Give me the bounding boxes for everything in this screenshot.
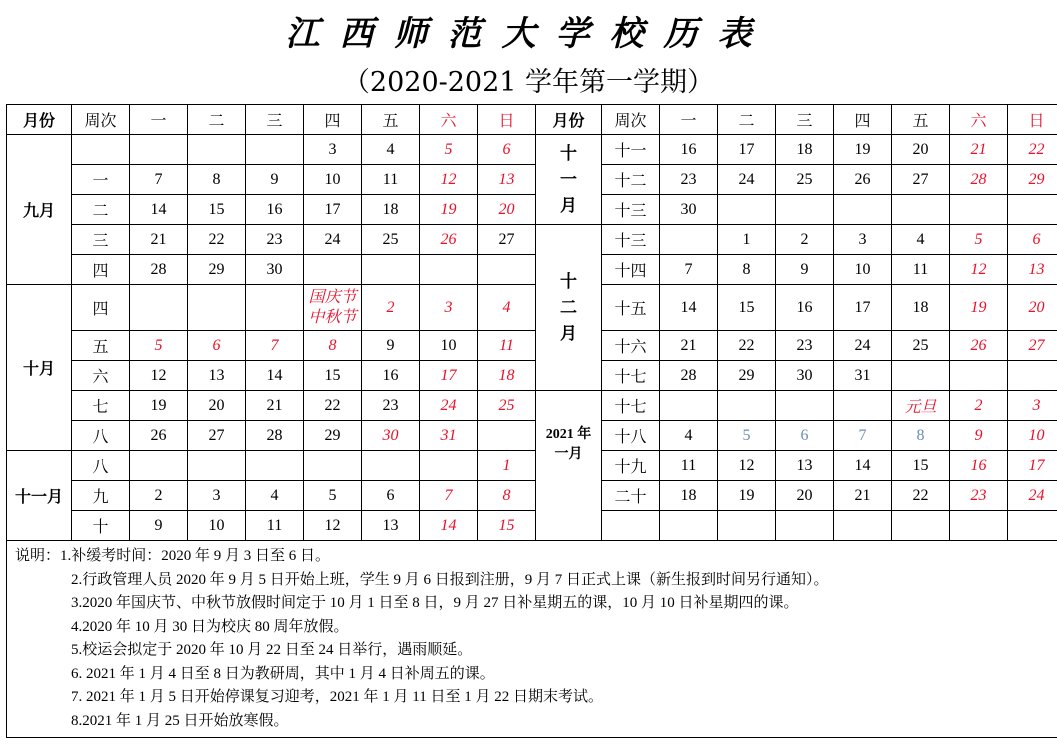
day-cell: 28 bbox=[660, 361, 718, 391]
day-cell bbox=[478, 421, 536, 451]
note-line bbox=[15, 592, 1057, 616]
week-number: 十九 bbox=[602, 451, 660, 481]
header-day-fri-right: 五 bbox=[892, 105, 950, 135]
week-number: 八 bbox=[72, 451, 130, 481]
month-november-right-char: 一 bbox=[560, 169, 577, 189]
day-cell bbox=[892, 361, 950, 391]
day-cell bbox=[776, 195, 834, 225]
day-cell bbox=[304, 255, 362, 285]
day-cell: 26 bbox=[950, 331, 1008, 361]
header-row bbox=[7, 105, 1057, 135]
day-cell: 13 bbox=[362, 511, 420, 541]
day-cell bbox=[130, 285, 188, 331]
notes-prefix: 说明： bbox=[15, 548, 61, 564]
day-cell bbox=[478, 255, 536, 285]
day-cell: 21 bbox=[246, 391, 304, 421]
month-october: 十月 bbox=[7, 285, 72, 451]
day-cell: 7 bbox=[834, 421, 892, 451]
day-cell bbox=[362, 451, 420, 481]
day-cell: 20 bbox=[478, 195, 536, 225]
day-cell: 4 bbox=[660, 421, 718, 451]
day-cell bbox=[660, 225, 718, 255]
week-number bbox=[72, 135, 130, 165]
week-number: 九 bbox=[72, 481, 130, 511]
day-cell: 2 bbox=[362, 285, 420, 331]
day-cell: 14 bbox=[834, 451, 892, 481]
day-cell: 6 bbox=[478, 135, 536, 165]
day-cell bbox=[892, 511, 950, 541]
day-cell: 24 bbox=[834, 331, 892, 361]
month-december-char: 月 bbox=[560, 323, 577, 343]
day-cell: 7 bbox=[660, 255, 718, 285]
day-cell: 7 bbox=[130, 165, 188, 195]
page-title: 江西师范大学校历表 bbox=[285, 14, 772, 54]
week-number: 十二 bbox=[602, 165, 660, 195]
header-day-wed: 三 bbox=[246, 105, 304, 135]
day-cell: 26 bbox=[834, 165, 892, 195]
day-cell: 31 bbox=[834, 361, 892, 391]
week-number: 五 bbox=[72, 331, 130, 361]
month-september: 九月 bbox=[7, 135, 72, 285]
month-november: 十一月 bbox=[7, 451, 72, 541]
day-cell: 30 bbox=[776, 361, 834, 391]
day-cell: 13 bbox=[478, 165, 536, 195]
week-number: 十四 bbox=[602, 255, 660, 285]
header-day-mon-right: 一 bbox=[660, 105, 718, 135]
day-cell: 17 bbox=[718, 135, 776, 165]
week-number: 十 bbox=[72, 511, 130, 541]
day-cell: 12 bbox=[950, 255, 1008, 285]
week-number: 六 bbox=[72, 361, 130, 391]
week-number: 十六 bbox=[602, 331, 660, 361]
day-cell: 6 bbox=[188, 331, 246, 361]
day-cell bbox=[892, 195, 950, 225]
day-cell: 5 bbox=[304, 481, 362, 511]
header-day-sat: 六 bbox=[420, 105, 478, 135]
day-cell: 18 bbox=[362, 195, 420, 225]
week-row bbox=[7, 361, 1057, 391]
day-cell: 30 bbox=[362, 421, 420, 451]
day-cell bbox=[130, 135, 188, 165]
header-month-right: 月份 bbox=[536, 105, 602, 135]
day-cell: 20 bbox=[1008, 285, 1057, 331]
day-cell: 28 bbox=[130, 255, 188, 285]
day-cell bbox=[304, 285, 362, 331]
day-cell: 23 bbox=[950, 481, 1008, 511]
day-cell bbox=[420, 255, 478, 285]
day-cell: 23 bbox=[776, 331, 834, 361]
day-cell: 29 bbox=[188, 255, 246, 285]
day-cell: 22 bbox=[304, 391, 362, 421]
header-week-right: 周次 bbox=[602, 105, 660, 135]
day-cell: 13 bbox=[188, 361, 246, 391]
day-cell: 18 bbox=[892, 285, 950, 331]
day-cell: 11 bbox=[362, 165, 420, 195]
day-cell: 3 bbox=[420, 285, 478, 331]
week-row bbox=[7, 451, 1057, 481]
day-cell: 4 bbox=[246, 481, 304, 511]
day-cell: 22 bbox=[718, 331, 776, 361]
day-cell: 10 bbox=[420, 331, 478, 361]
note-line bbox=[15, 686, 1057, 710]
day-cell: 16 bbox=[246, 195, 304, 225]
day-cell: 22 bbox=[188, 225, 246, 255]
day-cell bbox=[834, 391, 892, 421]
day-cell bbox=[304, 451, 362, 481]
month-november-right bbox=[536, 135, 602, 225]
day-cell: 3 bbox=[304, 135, 362, 165]
note-line bbox=[15, 545, 1057, 569]
header-day-fri: 五 bbox=[362, 105, 420, 135]
day-cell bbox=[1008, 361, 1057, 391]
week-number: 三 bbox=[72, 225, 130, 255]
header-day-tue-right: 二 bbox=[718, 105, 776, 135]
week-row bbox=[7, 255, 1057, 285]
week-row bbox=[7, 481, 1057, 511]
day-cell: 24 bbox=[304, 225, 362, 255]
day-cell: 25 bbox=[362, 225, 420, 255]
day-cell: 27 bbox=[892, 165, 950, 195]
day-cell: 7 bbox=[246, 331, 304, 361]
day-cell: 17 bbox=[420, 361, 478, 391]
day-cell bbox=[188, 285, 246, 331]
day-cell: 12 bbox=[420, 165, 478, 195]
note-line bbox=[15, 710, 1057, 734]
month-december-char: 二 bbox=[560, 297, 577, 317]
day-cell bbox=[776, 391, 834, 421]
day-cell: 11 bbox=[660, 451, 718, 481]
day-cell: 9 bbox=[246, 165, 304, 195]
notes-block bbox=[7, 541, 1057, 738]
page-subtitle: （2020-2021 学年第一学期） bbox=[342, 67, 715, 98]
holiday-label-mid-autumn: 中秋节 bbox=[308, 308, 357, 326]
note-text: 7. 2021 年 1 月 5 日开始停课复习迎考，2021 年 1 月 11 日至 1 月 22 日期末考试。 bbox=[71, 689, 603, 705]
day-cell bbox=[130, 451, 188, 481]
note-line bbox=[15, 569, 1057, 593]
day-cell: 10 bbox=[304, 165, 362, 195]
day-cell: 5 bbox=[718, 421, 776, 451]
header-day-sat-right: 六 bbox=[950, 105, 1008, 135]
week-row bbox=[7, 391, 1057, 421]
day-cell: 6 bbox=[362, 481, 420, 511]
day-cell: 11 bbox=[246, 511, 304, 541]
day-cell: 27 bbox=[478, 225, 536, 255]
week-number: 四 bbox=[72, 255, 130, 285]
day-cell: 18 bbox=[478, 361, 536, 391]
day-cell: 10 bbox=[188, 511, 246, 541]
day-cell bbox=[834, 511, 892, 541]
day-cell: 17 bbox=[834, 285, 892, 331]
note-text: 5.校运会拟定于 2020 年 10 月 22 日至 24 日举行，遇雨顺延。 bbox=[71, 642, 473, 658]
holiday-label-national-day: 国庆节 bbox=[308, 288, 357, 306]
day-cell: 21 bbox=[950, 135, 1008, 165]
header-week: 周次 bbox=[72, 105, 130, 135]
day-cell: 23 bbox=[246, 225, 304, 255]
week-number: 一 bbox=[72, 165, 130, 195]
day-cell bbox=[718, 195, 776, 225]
week-row bbox=[7, 285, 1057, 331]
month-november-right-char: 月 bbox=[560, 195, 577, 215]
day-cell: 5 bbox=[950, 225, 1008, 255]
day-cell bbox=[188, 135, 246, 165]
day-cell: 11 bbox=[892, 255, 950, 285]
day-cell: 15 bbox=[718, 285, 776, 331]
day-cell: 3 bbox=[834, 225, 892, 255]
day-cell: 24 bbox=[718, 165, 776, 195]
day-cell: 19 bbox=[950, 285, 1008, 331]
day-cell bbox=[362, 255, 420, 285]
day-cell: 22 bbox=[892, 481, 950, 511]
day-cell: 17 bbox=[304, 195, 362, 225]
holiday-label-new-year: 元旦 bbox=[892, 391, 950, 421]
week-row bbox=[7, 421, 1057, 451]
day-cell: 4 bbox=[478, 285, 536, 331]
day-cell: 1 bbox=[478, 451, 536, 481]
day-cell: 15 bbox=[478, 511, 536, 541]
week-number: 七 bbox=[72, 391, 130, 421]
day-cell: 26 bbox=[130, 421, 188, 451]
day-cell: 9 bbox=[130, 511, 188, 541]
week-number: 十七 bbox=[602, 391, 660, 421]
day-cell: 8 bbox=[892, 421, 950, 451]
note-text: 6. 2021 年 1 月 4 日至 8 日为教研周，其中 1 月 4 日补周五的课。 bbox=[71, 665, 495, 682]
day-cell: 12 bbox=[130, 361, 188, 391]
note-text: 2.行政管理人员 2020 年 9 月 5 日开始上班，学生 9 月 6 日报到注册，9 月 7 日正式上课（新生报到时间另行通知）。 bbox=[71, 571, 829, 588]
day-cell: 30 bbox=[660, 195, 718, 225]
day-cell: 10 bbox=[1008, 421, 1057, 451]
week-number bbox=[602, 511, 660, 541]
day-cell: 19 bbox=[718, 481, 776, 511]
week-number: 十三 bbox=[602, 195, 660, 225]
day-cell: 2 bbox=[776, 225, 834, 255]
day-cell: 20 bbox=[892, 135, 950, 165]
day-cell: 6 bbox=[1008, 225, 1057, 255]
calendar-table bbox=[6, 104, 1057, 738]
day-cell: 20 bbox=[776, 481, 834, 511]
day-cell bbox=[420, 451, 478, 481]
day-cell: 4 bbox=[892, 225, 950, 255]
note-text: 8.2021 年 1 月 25 日开始放寒假。 bbox=[71, 712, 289, 729]
day-cell: 8 bbox=[304, 331, 362, 361]
day-cell: 25 bbox=[478, 391, 536, 421]
day-cell: 19 bbox=[420, 195, 478, 225]
day-cell: 24 bbox=[420, 391, 478, 421]
day-cell: 18 bbox=[776, 135, 834, 165]
day-cell bbox=[660, 511, 718, 541]
day-cell: 28 bbox=[950, 165, 1008, 195]
day-cell bbox=[246, 135, 304, 165]
day-cell: 11 bbox=[478, 331, 536, 361]
note-line bbox=[15, 616, 1057, 640]
header-month: 月份 bbox=[7, 105, 72, 135]
day-cell: 15 bbox=[188, 195, 246, 225]
note-text: 3.2020 年国庆节、中秋节放假时间定于 10 月 1 日至 8 日，9 月 27 日补星期五的课，10 月 10 日补星期四的课。 bbox=[71, 595, 799, 611]
month-january-label: 一月 bbox=[554, 447, 583, 462]
note-line bbox=[15, 639, 1057, 663]
day-cell: 29 bbox=[304, 421, 362, 451]
note-text: 4.2020 年 10 月 30 日为校庆 80 周年放假。 bbox=[71, 618, 349, 635]
week-number: 十七 bbox=[602, 361, 660, 391]
day-cell: 31 bbox=[420, 421, 478, 451]
day-cell: 3 bbox=[1008, 391, 1057, 421]
day-cell: 8 bbox=[188, 165, 246, 195]
day-cell: 12 bbox=[304, 511, 362, 541]
day-cell bbox=[776, 511, 834, 541]
day-cell: 16 bbox=[776, 285, 834, 331]
day-cell: 16 bbox=[660, 135, 718, 165]
day-cell: 9 bbox=[776, 255, 834, 285]
note-line bbox=[15, 663, 1057, 687]
day-cell: 3 bbox=[188, 481, 246, 511]
day-cell: 17 bbox=[1008, 451, 1057, 481]
header-day-thu-right: 四 bbox=[834, 105, 892, 135]
day-cell: 13 bbox=[776, 451, 834, 481]
week-number: 十三 bbox=[602, 225, 660, 255]
week-number: 四 bbox=[72, 285, 130, 331]
day-cell: 30 bbox=[246, 255, 304, 285]
day-cell bbox=[950, 511, 1008, 541]
week-number: 二十 bbox=[602, 481, 660, 511]
week-number: 十八 bbox=[602, 421, 660, 451]
day-cell: 7 bbox=[420, 481, 478, 511]
week-number: 八 bbox=[72, 421, 130, 451]
day-cell: 10 bbox=[834, 255, 892, 285]
day-cell: 26 bbox=[420, 225, 478, 255]
day-cell: 14 bbox=[660, 285, 718, 331]
week-row bbox=[7, 511, 1057, 541]
day-cell: 24 bbox=[1008, 481, 1057, 511]
day-cell bbox=[246, 285, 304, 331]
day-cell: 29 bbox=[1008, 165, 1057, 195]
day-cell bbox=[834, 195, 892, 225]
day-cell: 25 bbox=[776, 165, 834, 195]
day-cell: 16 bbox=[950, 451, 1008, 481]
day-cell: 6 bbox=[776, 421, 834, 451]
day-cell: 23 bbox=[362, 391, 420, 421]
day-cell: 1 bbox=[718, 225, 776, 255]
month-november-right-char: 十 bbox=[560, 143, 577, 163]
day-cell: 23 bbox=[660, 165, 718, 195]
day-cell: 15 bbox=[892, 451, 950, 481]
day-cell: 25 bbox=[892, 331, 950, 361]
week-row bbox=[7, 195, 1057, 225]
day-cell bbox=[1008, 511, 1057, 541]
day-cell: 9 bbox=[950, 421, 1008, 451]
week-row bbox=[7, 135, 1057, 165]
week-number: 十一 bbox=[602, 135, 660, 165]
header-day-sun: 日 bbox=[478, 105, 536, 135]
day-cell: 13 bbox=[1008, 255, 1057, 285]
day-cell bbox=[950, 195, 1008, 225]
month-december bbox=[536, 225, 602, 391]
day-cell: 21 bbox=[660, 331, 718, 361]
day-cell: 14 bbox=[420, 511, 478, 541]
day-cell: 21 bbox=[130, 225, 188, 255]
day-cell bbox=[660, 391, 718, 421]
day-cell: 21 bbox=[834, 481, 892, 511]
notes-row bbox=[7, 541, 1057, 738]
day-cell: 20 bbox=[188, 391, 246, 421]
day-cell: 19 bbox=[130, 391, 188, 421]
day-cell: 18 bbox=[660, 481, 718, 511]
header-day-wed-right: 三 bbox=[776, 105, 834, 135]
header-day-mon: 一 bbox=[130, 105, 188, 135]
month-january-year: 2021 年 bbox=[545, 427, 592, 442]
day-cell: 28 bbox=[246, 421, 304, 451]
header-day-thu: 四 bbox=[304, 105, 362, 135]
day-cell: 14 bbox=[130, 195, 188, 225]
day-cell: 22 bbox=[1008, 135, 1057, 165]
day-cell: 19 bbox=[834, 135, 892, 165]
day-cell: 12 bbox=[718, 451, 776, 481]
day-cell: 8 bbox=[478, 481, 536, 511]
note-text: 1.补缓考时间：2020 年 9 月 3 日至 6 日。 bbox=[60, 548, 331, 564]
week-number: 十五 bbox=[602, 285, 660, 331]
header-day-sun-right: 日 bbox=[1008, 105, 1057, 135]
day-cell bbox=[718, 511, 776, 541]
day-cell: 8 bbox=[718, 255, 776, 285]
day-cell: 27 bbox=[1008, 331, 1057, 361]
day-cell: 9 bbox=[362, 331, 420, 361]
day-cell: 27 bbox=[188, 421, 246, 451]
day-cell bbox=[1008, 195, 1057, 225]
week-row bbox=[7, 225, 1057, 255]
day-cell: 15 bbox=[304, 361, 362, 391]
day-cell: 4 bbox=[362, 135, 420, 165]
day-cell: 29 bbox=[718, 361, 776, 391]
day-cell: 14 bbox=[246, 361, 304, 391]
header-day-tue: 二 bbox=[188, 105, 246, 135]
day-cell: 5 bbox=[130, 331, 188, 361]
day-cell bbox=[718, 391, 776, 421]
day-cell bbox=[950, 361, 1008, 391]
day-cell bbox=[246, 451, 304, 481]
day-cell: 2 bbox=[130, 481, 188, 511]
month-january bbox=[536, 391, 602, 541]
month-december-char: 十 bbox=[560, 271, 577, 291]
day-cell: 2 bbox=[950, 391, 1008, 421]
week-row bbox=[7, 331, 1057, 361]
week-row bbox=[7, 165, 1057, 195]
day-cell: 16 bbox=[362, 361, 420, 391]
day-cell bbox=[188, 451, 246, 481]
week-number: 二 bbox=[72, 195, 130, 225]
day-cell: 5 bbox=[420, 135, 478, 165]
